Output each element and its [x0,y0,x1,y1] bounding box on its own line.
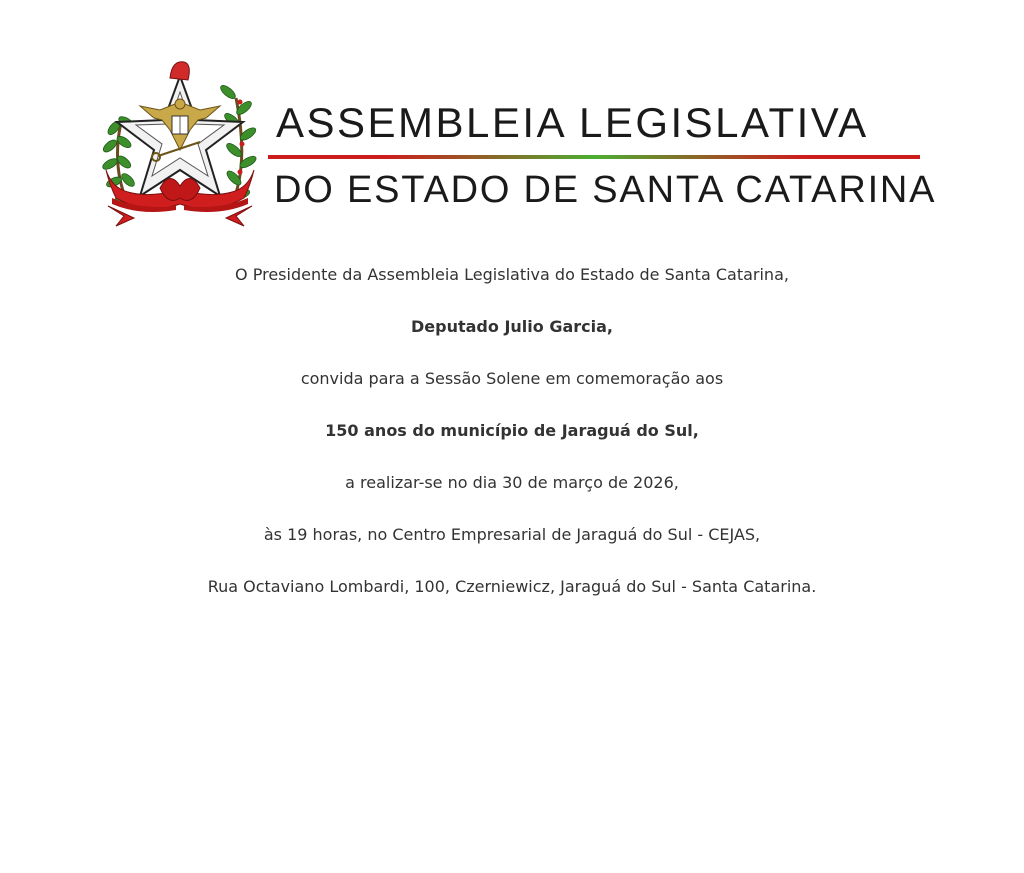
assembly-subtitle: DO ESTADO DE SANTA CATARINA [274,169,937,211]
invitation-line-invite: convida para a Sessão Solene em comemoração aos [300,369,724,388]
invitation-line-date: a realizar-se no dia 30 de março de 2026, [345,473,679,492]
title-divider [268,155,920,159]
assembly-title: ASSEMBLEIA LEGISLATIVA [276,99,869,146]
assembly-header [100,58,937,230]
invitation-line-deputy: Deputado Julio Garcia, [411,317,613,336]
invitation-line-address: Rua Octaviano Lombardi, 100, Czerniewicz, Jaraguá do Sul - Santa Catarina. [207,577,817,596]
invitation-text [0,266,1024,630]
invitation-line-time-venue: às 19 horas, no Centro Empresarial de Jaraguá do Sul - CEJAS, [263,525,761,544]
invitation-line-host: O Presidente da Assembleia Legislativa do Estado de Santa Catarina, [235,265,789,284]
state-coat-of-arms-icon [100,58,260,230]
invitation-line-occasion: 150 anos do município de Jaraguá do Sul, [325,421,699,440]
